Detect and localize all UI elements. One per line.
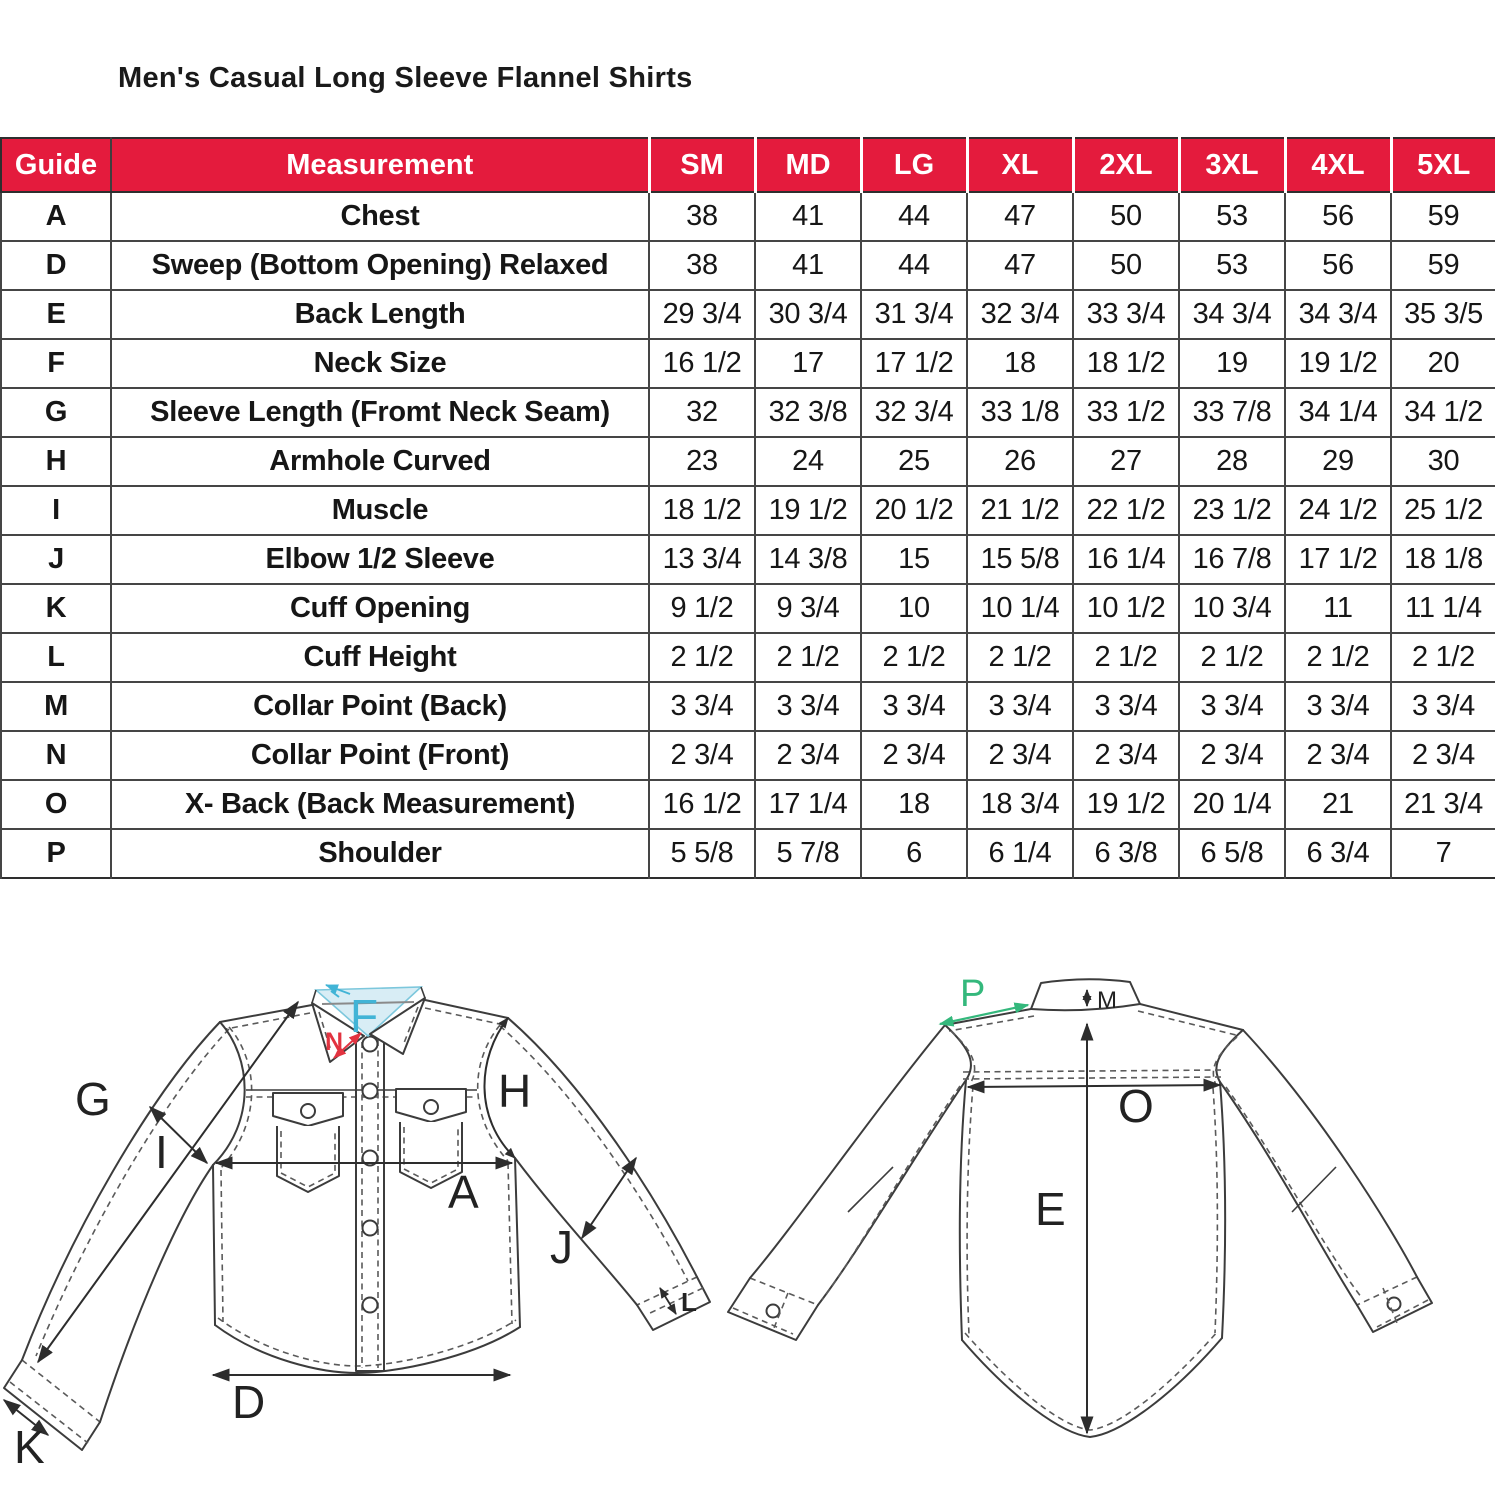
size-value: 2 1/2 xyxy=(755,633,861,682)
guide-letter: A xyxy=(1,192,111,241)
size-value: 15 xyxy=(861,535,967,584)
size-value: 34 3/4 xyxy=(1179,290,1285,339)
measurement-name: Sweep (Bottom Opening) Relaxed xyxy=(111,241,649,290)
size-table-body xyxy=(1,192,1495,878)
guide-letter: O xyxy=(1,780,111,829)
size-value: 50 xyxy=(1073,192,1179,241)
label-h: H xyxy=(498,1065,532,1117)
size-value: 53 xyxy=(1179,192,1285,241)
size-value: 27 xyxy=(1073,437,1179,486)
label-m: M xyxy=(1097,987,1117,1014)
table-row xyxy=(1,829,1495,878)
size-value: 23 xyxy=(649,437,755,486)
size-value: 2 3/4 xyxy=(967,731,1073,780)
size-chart-table xyxy=(0,137,1495,879)
measurement-name: Chest xyxy=(111,192,649,241)
table-row xyxy=(1,584,1495,633)
header-size-lg: LG xyxy=(861,138,967,192)
guide-letter: D xyxy=(1,241,111,290)
header-guide: Guide xyxy=(1,138,111,192)
size-value: 20 1/2 xyxy=(861,486,967,535)
label-e: E xyxy=(1035,1183,1066,1235)
guide-letter: K xyxy=(1,584,111,633)
size-value: 59 xyxy=(1391,241,1495,290)
size-value: 22 1/2 xyxy=(1073,486,1179,535)
label-a: A xyxy=(448,1166,479,1218)
guide-letter: I xyxy=(1,486,111,535)
size-value: 11 1/4 xyxy=(1391,584,1495,633)
size-value: 19 1/2 xyxy=(1073,780,1179,829)
size-value: 53 xyxy=(1179,241,1285,290)
measurement-name: X- Back (Back Measurement) xyxy=(111,780,649,829)
size-value: 3 3/4 xyxy=(967,682,1073,731)
size-value: 16 1/2 xyxy=(649,780,755,829)
size-value: 3 3/4 xyxy=(861,682,967,731)
table-header xyxy=(1,138,1495,192)
table-row xyxy=(1,731,1495,780)
size-value: 21 1/2 xyxy=(967,486,1073,535)
size-value: 3 3/4 xyxy=(1073,682,1179,731)
table-row xyxy=(1,486,1495,535)
size-value: 20 1/4 xyxy=(1179,780,1285,829)
size-value: 41 xyxy=(755,241,861,290)
header-size-2xl: 2XL xyxy=(1073,138,1179,192)
measurement-name: Cuff Opening xyxy=(111,584,649,633)
table-row xyxy=(1,339,1495,388)
size-value: 25 xyxy=(861,437,967,486)
size-value: 28 xyxy=(1179,437,1285,486)
size-value: 19 1/2 xyxy=(755,486,861,535)
table-row xyxy=(1,535,1495,584)
size-value: 2 3/4 xyxy=(755,731,861,780)
size-value: 32 xyxy=(649,388,755,437)
size-value: 10 3/4 xyxy=(1179,584,1285,633)
size-value: 9 3/4 xyxy=(755,584,861,633)
size-value: 10 xyxy=(861,584,967,633)
header-size-3xl: 3XL xyxy=(1179,138,1285,192)
size-value: 47 xyxy=(967,192,1073,241)
back-shirt-annotations xyxy=(940,973,1220,1433)
measurement-name: Armhole Curved xyxy=(111,437,649,486)
label-g: G xyxy=(75,1073,111,1125)
shirt-diagrams xyxy=(0,930,1495,1495)
label-j: J xyxy=(550,1221,573,1273)
size-value: 26 xyxy=(967,437,1073,486)
header-size-5xl: 5XL xyxy=(1391,138,1495,192)
size-value: 34 1/2 xyxy=(1391,388,1495,437)
size-value: 2 3/4 xyxy=(1073,731,1179,780)
size-value: 9 1/2 xyxy=(649,584,755,633)
label-l: L xyxy=(681,1287,697,1317)
size-value: 3 3/4 xyxy=(1285,682,1391,731)
size-value: 32 3/4 xyxy=(861,388,967,437)
size-value: 18 3/4 xyxy=(967,780,1073,829)
back-shirt-drawing xyxy=(728,979,1432,1437)
size-value: 33 1/2 xyxy=(1073,388,1179,437)
size-value: 33 3/4 xyxy=(1073,290,1179,339)
size-value: 17 1/2 xyxy=(1285,535,1391,584)
size-value: 33 7/8 xyxy=(1179,388,1285,437)
size-value: 3 3/4 xyxy=(755,682,861,731)
size-value: 7 xyxy=(1391,829,1495,878)
measurement-name: Elbow 1/2 Sleeve xyxy=(111,535,649,584)
size-value: 2 1/2 xyxy=(1073,633,1179,682)
size-value: 23 1/2 xyxy=(1179,486,1285,535)
size-value: 18 xyxy=(967,339,1073,388)
size-value: 34 3/4 xyxy=(1285,290,1391,339)
size-value: 2 3/4 xyxy=(1285,731,1391,780)
size-value: 6 5/8 xyxy=(1179,829,1285,878)
size-value: 3 3/4 xyxy=(1179,682,1285,731)
table-row xyxy=(1,633,1495,682)
label-f: F xyxy=(350,990,379,1042)
size-value: 17 1/2 xyxy=(861,339,967,388)
table-row xyxy=(1,388,1495,437)
size-value: 2 1/2 xyxy=(649,633,755,682)
measurement-name: Back Length xyxy=(111,290,649,339)
size-value: 29 3/4 xyxy=(649,290,755,339)
header-size-md: MD xyxy=(755,138,861,192)
size-value: 56 xyxy=(1285,192,1391,241)
size-value: 2 3/4 xyxy=(1179,731,1285,780)
label-o: O xyxy=(1118,1080,1154,1132)
label-i: I xyxy=(155,1126,168,1178)
page-title: Men's Casual Long Sleeve Flannel Shirts xyxy=(118,62,693,94)
size-value: 33 1/8 xyxy=(967,388,1073,437)
header-measurement: Measurement xyxy=(111,138,649,192)
size-value: 17 1/4 xyxy=(755,780,861,829)
size-value: 3 3/4 xyxy=(649,682,755,731)
label-k: K xyxy=(14,1421,45,1473)
size-value: 35 3/5 xyxy=(1391,290,1495,339)
measurement-name: Shoulder xyxy=(111,829,649,878)
measurement-name: Collar Point (Front) xyxy=(111,731,649,780)
size-value: 32 3/4 xyxy=(967,290,1073,339)
size-value: 18 xyxy=(861,780,967,829)
size-value: 2 3/4 xyxy=(1391,731,1495,780)
size-value: 32 3/8 xyxy=(755,388,861,437)
size-value: 2 3/4 xyxy=(861,731,967,780)
front-shirt-drawing xyxy=(4,987,710,1450)
size-value: 59 xyxy=(1391,192,1495,241)
size-value: 15 5/8 xyxy=(967,535,1073,584)
size-value: 6 3/4 xyxy=(1285,829,1391,878)
measurement-name: Collar Point (Back) xyxy=(111,682,649,731)
guide-letter: J xyxy=(1,535,111,584)
measurement-name: Muscle xyxy=(111,486,649,535)
size-value: 41 xyxy=(755,192,861,241)
size-value: 17 xyxy=(755,339,861,388)
table-row xyxy=(1,682,1495,731)
size-value: 31 3/4 xyxy=(861,290,967,339)
size-value: 5 5/8 xyxy=(649,829,755,878)
size-value: 34 1/4 xyxy=(1285,388,1391,437)
measurement-name: Cuff Height xyxy=(111,633,649,682)
label-n: N xyxy=(325,1028,344,1056)
size-value: 10 1/2 xyxy=(1073,584,1179,633)
size-value: 10 1/4 xyxy=(967,584,1073,633)
table-row xyxy=(1,780,1495,829)
size-value: 24 1/2 xyxy=(1285,486,1391,535)
measurement-name: Sleeve Length (Fromt Neck Seam) xyxy=(111,388,649,437)
size-value: 19 xyxy=(1179,339,1285,388)
table-row xyxy=(1,241,1495,290)
size-value: 2 1/2 xyxy=(1391,633,1495,682)
guide-letter: E xyxy=(1,290,111,339)
size-value: 38 xyxy=(649,192,755,241)
label-p: P xyxy=(960,973,986,1015)
size-value: 18 1/2 xyxy=(1073,339,1179,388)
size-value: 21 3/4 xyxy=(1391,780,1495,829)
size-value: 2 1/2 xyxy=(1179,633,1285,682)
size-value: 11 xyxy=(1285,584,1391,633)
size-value: 13 3/4 xyxy=(649,535,755,584)
size-value: 6 3/8 xyxy=(1073,829,1179,878)
size-value: 2 1/2 xyxy=(967,633,1073,682)
size-value: 2 1/2 xyxy=(861,633,967,682)
table-row xyxy=(1,192,1495,241)
size-value: 16 7/8 xyxy=(1179,535,1285,584)
header-size-sm: SM xyxy=(649,138,755,192)
size-value: 20 xyxy=(1391,339,1495,388)
guide-letter: P xyxy=(1,829,111,878)
size-value: 16 1/4 xyxy=(1073,535,1179,584)
size-value: 25 1/2 xyxy=(1391,486,1495,535)
guide-letter: N xyxy=(1,731,111,780)
size-value: 19 1/2 xyxy=(1285,339,1391,388)
size-value: 6 xyxy=(861,829,967,878)
size-value: 44 xyxy=(861,241,967,290)
size-value: 30 xyxy=(1391,437,1495,486)
size-value: 18 1/8 xyxy=(1391,535,1495,584)
table-row xyxy=(1,437,1495,486)
guide-letter: H xyxy=(1,437,111,486)
size-value: 3 3/4 xyxy=(1391,682,1495,731)
size-value: 47 xyxy=(967,241,1073,290)
size-value: 29 xyxy=(1285,437,1391,486)
label-d: D xyxy=(232,1376,266,1428)
measurement-name: Neck Size xyxy=(111,339,649,388)
header-row xyxy=(1,138,1495,192)
guide-letter: G xyxy=(1,388,111,437)
table-row xyxy=(1,290,1495,339)
size-value: 6 1/4 xyxy=(967,829,1073,878)
guide-letter: F xyxy=(1,339,111,388)
guide-letter: M xyxy=(1,682,111,731)
size-value: 21 xyxy=(1285,780,1391,829)
size-value: 24 xyxy=(755,437,861,486)
size-value: 38 xyxy=(649,241,755,290)
size-value: 30 3/4 xyxy=(755,290,861,339)
header-size-4xl: 4XL xyxy=(1285,138,1391,192)
size-value: 44 xyxy=(861,192,967,241)
size-value: 18 1/2 xyxy=(649,486,755,535)
header-size-xl: XL xyxy=(967,138,1073,192)
guide-letter: L xyxy=(1,633,111,682)
size-value: 50 xyxy=(1073,241,1179,290)
size-value: 16 1/2 xyxy=(649,339,755,388)
size-value: 14 3/8 xyxy=(755,535,861,584)
size-value: 2 1/2 xyxy=(1285,633,1391,682)
size-value: 2 3/4 xyxy=(649,731,755,780)
size-value: 56 xyxy=(1285,241,1391,290)
size-value: 5 7/8 xyxy=(755,829,861,878)
